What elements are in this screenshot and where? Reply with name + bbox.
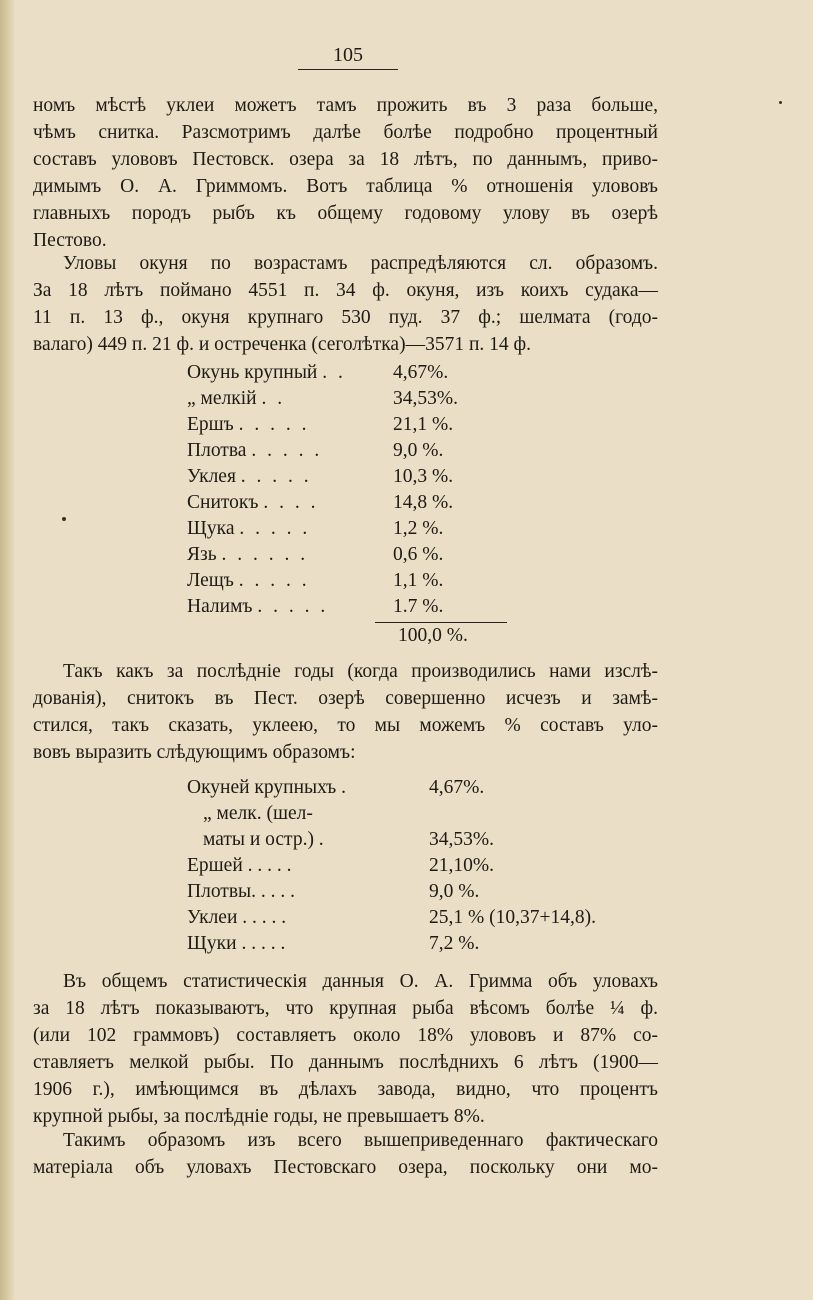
table-row: [187, 516, 523, 542]
ink-speck: [779, 101, 782, 104]
leader-dots: . . . . .: [239, 518, 311, 539]
table-row: [187, 594, 523, 620]
leader-dots: . . . . . .: [221, 544, 309, 565]
text-line: чѣмъ снитка. Разсмотримъ далѣе болѣе подробно процентный: [33, 122, 658, 143]
species-label: Снитокъ: [187, 492, 259, 513]
percent-value: 21,10%.: [429, 855, 494, 876]
table-row: [187, 438, 523, 464]
percent-value: 9,0 %.: [429, 881, 480, 902]
leader-dots: . . . . .: [238, 414, 310, 435]
table-total: 100,0 %.: [398, 625, 468, 646]
table-row: [187, 464, 523, 490]
percent-value: 14,8 %.: [393, 492, 454, 513]
species-label: Окунь крупный: [187, 362, 318, 383]
percent-value: 10,3 %.: [393, 466, 454, 487]
percent-value: 1,1 %.: [393, 570, 444, 591]
page-spine-shadow: [0, 0, 14, 1300]
text-line: (или 102 граммовъ) составляетъ около 18% улововъ и 87% со-: [33, 1025, 658, 1046]
table-row: [187, 853, 596, 879]
text-line: Въ общемъ статистическія данныя О. А. Гримма объ уловахъ: [63, 971, 658, 992]
species-name: [187, 490, 377, 516]
percent-value: 0,6 %.: [393, 544, 444, 565]
percent-value: 21,1 %.: [393, 414, 454, 435]
adjusted-percent-table: [187, 775, 596, 957]
species-name: [187, 568, 377, 594]
table-row: [187, 568, 523, 594]
text-line: валаго) 449 п. 21 ф. и остреченка (сеголѣтка)—3571 п. 14 ф.: [33, 334, 532, 355]
text-line: 1906 г.), имѣющимся въ дѣлахъ завода, видно, что процентъ: [33, 1079, 658, 1100]
percent-value: 9,0 %.: [393, 440, 444, 461]
species-name: [187, 594, 377, 620]
species-label: Налимъ: [187, 596, 253, 617]
percent-value: 34,53%.: [393, 388, 458, 409]
text-line: ставляетъ мелкой рыбы. По даннымъ послѣднихъ 6 лѣтъ (1900—: [33, 1052, 658, 1073]
species-name: „ мелк. (шел-: [203, 803, 313, 824]
text-line: димымъ О. А. Гриммомъ. Вотъ таблица % отношенія улововъ: [33, 176, 658, 197]
leader-dots: . . . . .: [257, 596, 329, 617]
text-line: стился, такъ сказать, уклеею, то мы можемъ % составъ уло-: [33, 715, 658, 736]
total-rule: [375, 622, 507, 623]
table-row: [187, 879, 596, 905]
percent-value: 7,2 %.: [429, 933, 480, 954]
table-row: [187, 931, 596, 957]
species-name: [187, 516, 377, 542]
leader-dots: . . . .: [263, 492, 319, 513]
ink-speck: [62, 517, 66, 521]
species-name: Щуки . . . . .: [187, 933, 286, 954]
species-label: „ мелкій: [187, 388, 257, 409]
species-name: [187, 412, 377, 438]
text-line: главныхъ породъ рыбъ къ общему годовому улову въ озерѣ: [33, 203, 658, 224]
species-name: [187, 360, 377, 386]
paragraph-5: [33, 1127, 658, 1181]
percent-value: 34,53%.: [429, 829, 494, 850]
table-row: [187, 905, 596, 931]
leader-dots: . .: [261, 388, 286, 409]
percent-value: 25,1 % (10,37+14,8).: [429, 907, 596, 928]
species-label: Плотва: [187, 440, 247, 461]
species-label: Ершъ: [187, 414, 234, 435]
table-row: [187, 801, 596, 827]
text-line: 11 п. 13 ф., окуня крупнаго 530 пуд. 37 ф.; шелмата (годо-: [33, 307, 658, 328]
species-label: Лещъ: [187, 570, 234, 591]
percent-value: 1.7 %.: [393, 596, 444, 617]
catch-percent-table: [187, 360, 523, 620]
species-label: Щука: [187, 518, 235, 539]
paragraph-1: [33, 92, 658, 254]
table-row: [187, 360, 523, 386]
species-name: маты и остр.) .: [203, 829, 324, 850]
table-row: [187, 386, 523, 412]
text-line: номъ мѣстѣ уклеи можетъ тамъ прожить въ 3 раза больше,: [33, 95, 658, 116]
species-name: [187, 542, 377, 568]
leader-dots: . . . . .: [238, 570, 310, 591]
species-name: Уклеи . . . . .: [187, 907, 287, 928]
table-row: [187, 775, 596, 801]
text-line: матеріала объ уловахъ Пестовскаго озера, поскольку они мо-: [33, 1157, 658, 1178]
leader-dots: . . . . .: [240, 466, 312, 487]
text-line: за 18 лѣтъ показываютъ, что крупная рыба вѣсомъ болѣе ¼ ф.: [33, 998, 658, 1019]
species-name: Окуней крупныхъ .: [187, 777, 346, 798]
table-row: [187, 490, 523, 516]
leader-dots: . .: [322, 362, 346, 383]
percent-value: 4,67%.: [429, 777, 485, 798]
text-line: Такимъ образомъ изъ всего вышеприведеннаго фактическаго: [63, 1130, 658, 1151]
leader-dots: . . . . .: [251, 440, 323, 461]
text-line: Такъ какъ за послѣдніе годы (когда производились нами изслѣ-: [63, 661, 658, 682]
percent-value: 1,2 %.: [393, 518, 444, 539]
table-row: [187, 827, 596, 853]
species-label: Язь: [187, 544, 217, 565]
percent-value: 4,67%.: [393, 362, 449, 383]
page-number-rule: [298, 69, 398, 70]
percent-value: [413, 801, 596, 827]
table-row: [187, 412, 523, 438]
text-line: дованія), снитокъ въ Пест. озерѣ совершенно исчезъ и замѣ-: [33, 688, 658, 709]
text-line: За 18 лѣтъ поймано 4551 п. 34 ф. окуня, изъ коихъ судака—: [33, 280, 658, 301]
species-name: Плотвы. . . . .: [187, 881, 296, 902]
paragraph-4: [33, 968, 658, 1130]
species-name: [187, 464, 377, 490]
species-label: Уклея: [187, 466, 236, 487]
text-line: составъ улововъ Пестовск. озера за 18 лѣтъ, по даннымъ, приво-: [33, 149, 658, 170]
page-number: 105: [333, 44, 363, 66]
text-line: Пестово.: [33, 230, 107, 251]
species-name: [187, 438, 377, 464]
paragraph-3: [33, 658, 658, 766]
text-line: вовъ выразить слѣдующимъ образомъ:: [33, 742, 356, 763]
table-row: [187, 542, 523, 568]
paragraph-2: [33, 250, 658, 358]
species-name: [187, 386, 377, 412]
text-line: крупной рыбы, за послѣдніе годы, не превышаетъ 8%.: [33, 1106, 485, 1127]
species-name: Ершей . . . . .: [187, 855, 292, 876]
text-line: Уловы окуня по возрастамъ распредѣляются сл. образомъ.: [63, 253, 658, 274]
